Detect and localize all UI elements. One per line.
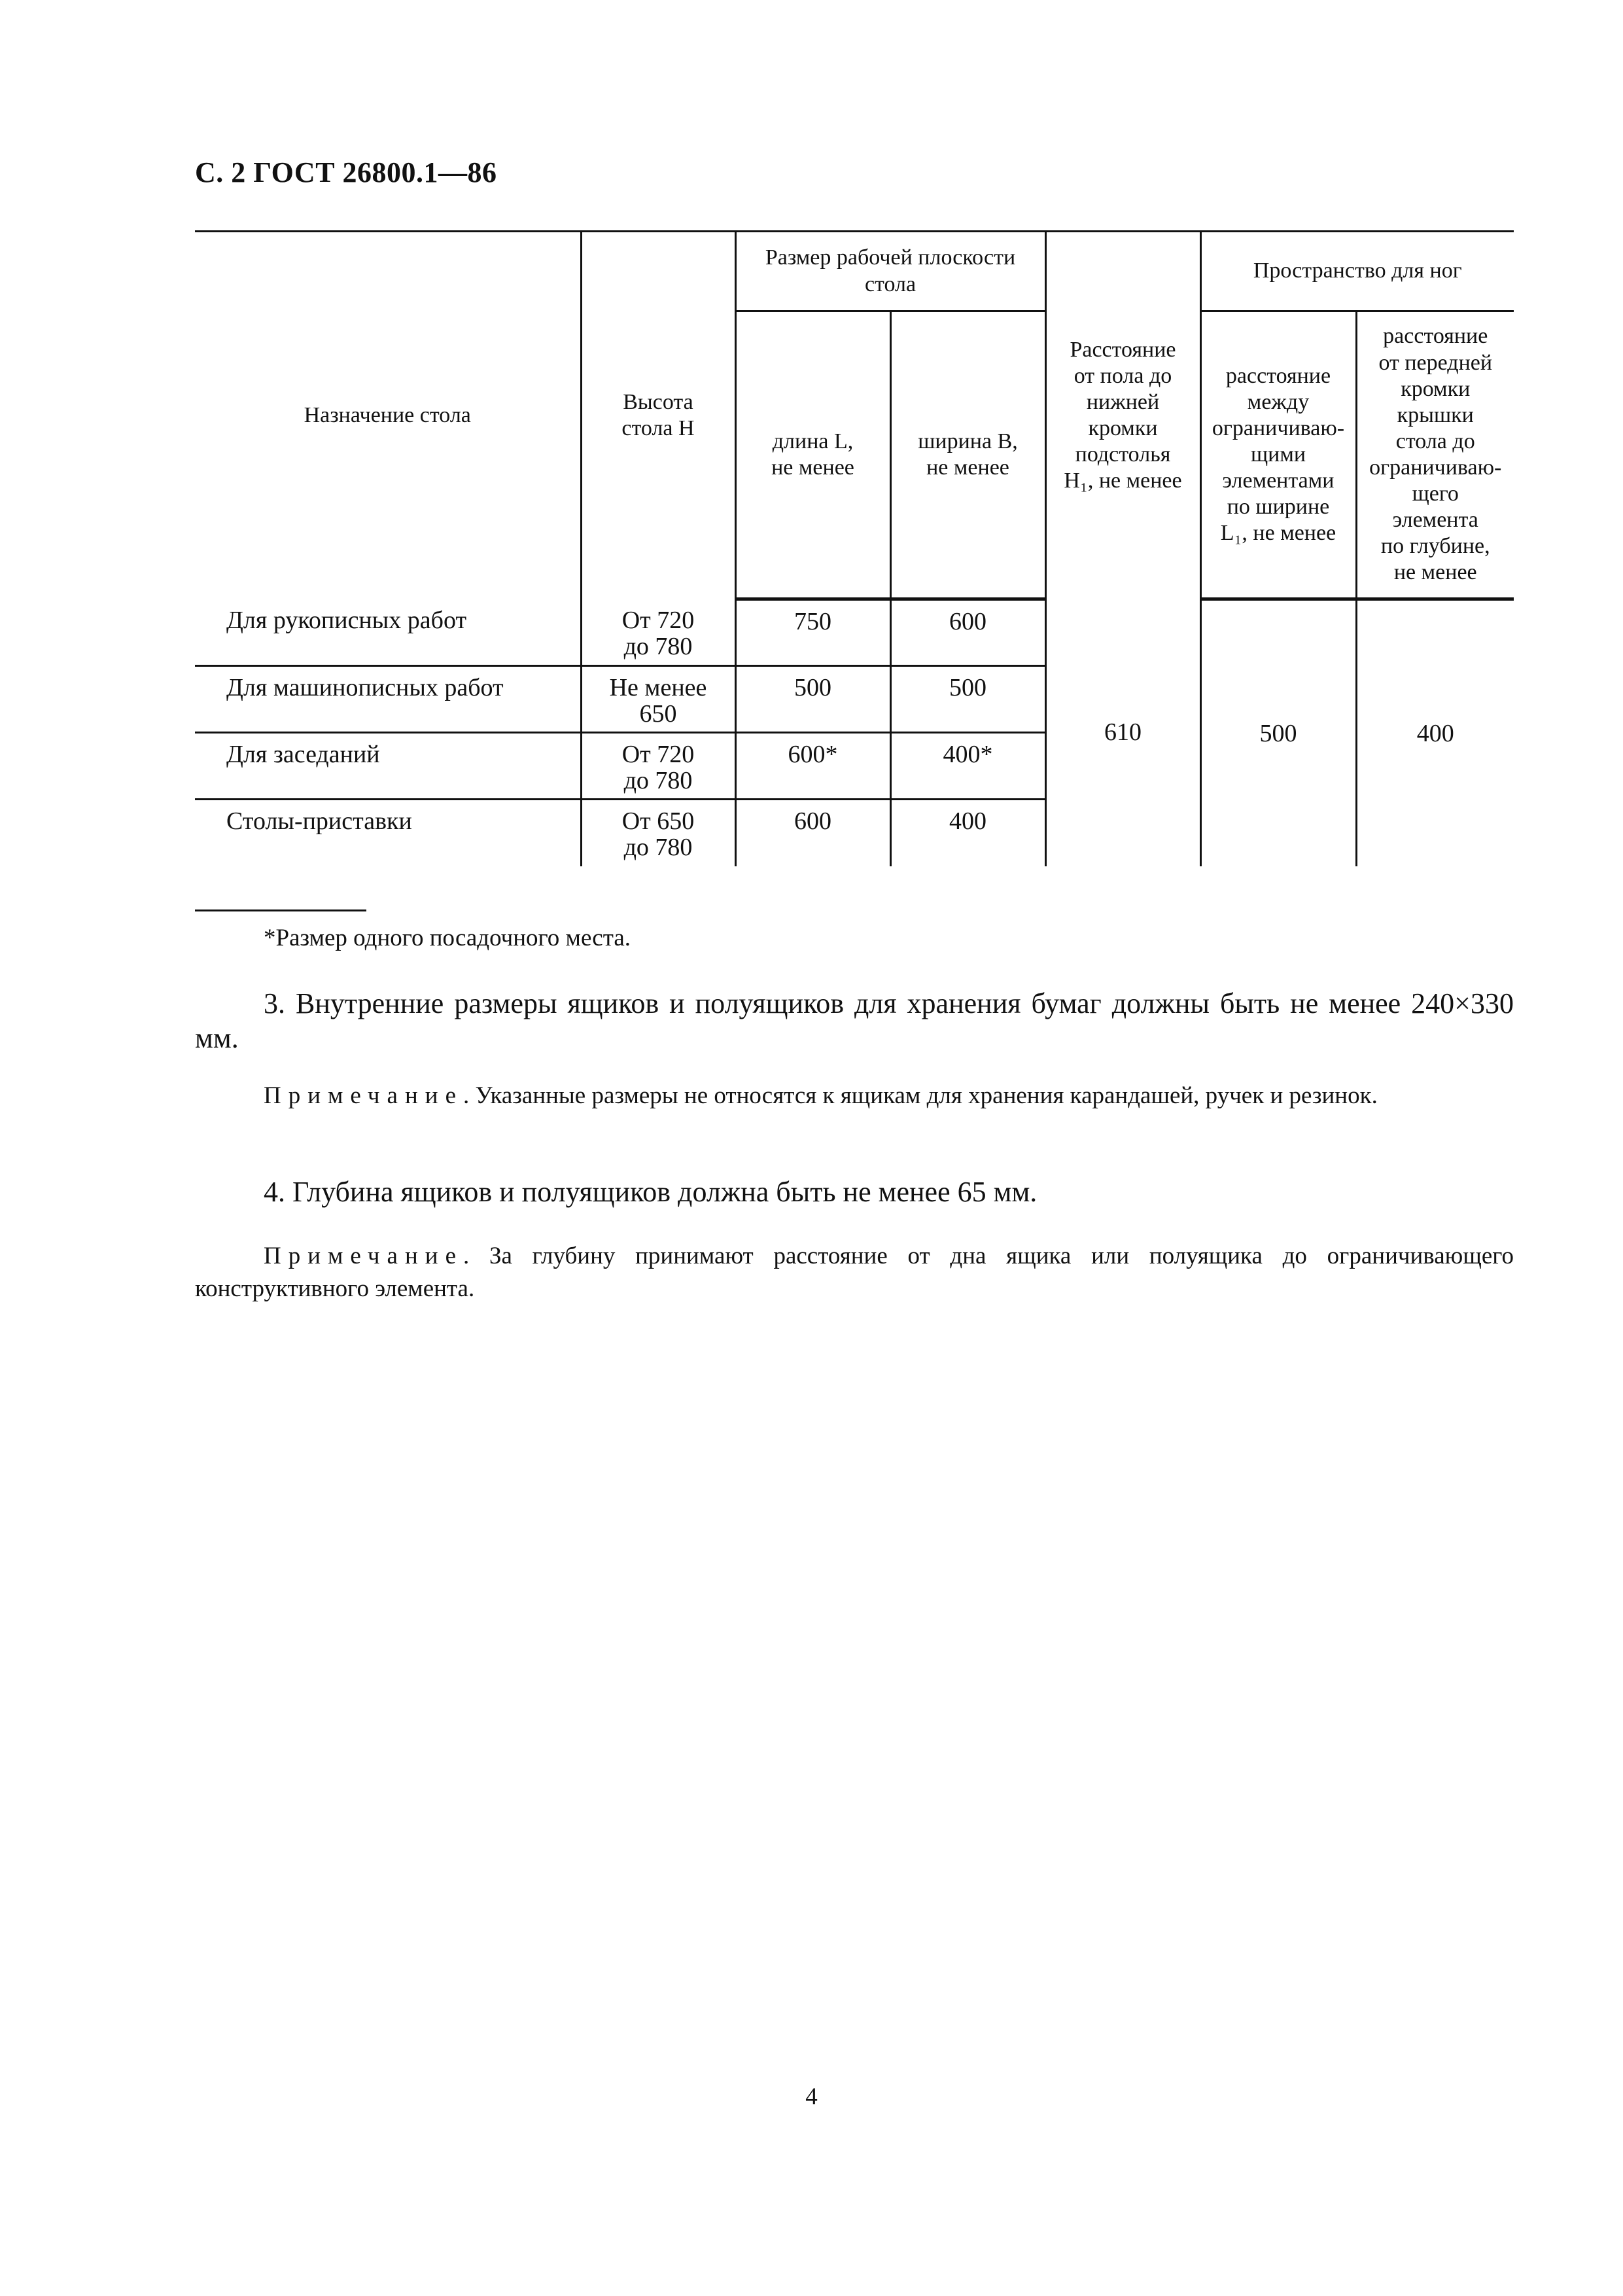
note-4 <box>195 1240 1514 1305</box>
paragraph-4: 4. Глубина ящиков и полуящиков должна быть не менее 65 мм. <box>264 1176 1038 1208</box>
header-leg-width-line-7: L₁, не менее <box>1220 521 1336 546</box>
header-height-line-2: стола H <box>621 416 695 441</box>
header-leg-depth-line-5: стола до <box>1395 429 1475 453</box>
footnote-divider <box>195 910 366 911</box>
row-purpose: Столы-приставки <box>226 807 412 835</box>
header-leg-depth-line-3: кромки <box>1401 376 1471 401</box>
header-distance-line-5: подстолья <box>1075 442 1171 467</box>
header-leg-width-line-3: ограничиваю- <box>1212 415 1345 440</box>
row-height-line-2: до 780 <box>623 834 693 862</box>
header-leg-width-line-1: расстояние <box>1225 363 1331 388</box>
note-3 <box>195 1080 1514 1112</box>
header-leg-depth-line-4: крышки <box>1397 402 1474 427</box>
header-leg-width-line-6: по ширине <box>1227 495 1330 520</box>
header-height <box>581 232 735 599</box>
header-length-line-1: длина L, <box>772 429 854 453</box>
row-width: 400 <box>890 800 1045 866</box>
header-leg-width-line-4: щими <box>1250 442 1306 467</box>
row-height-line-1: От 650 <box>621 807 695 835</box>
requirements-table <box>195 230 1514 866</box>
row-width: 600 <box>890 599 1045 666</box>
row-height-line-2: 650 <box>639 700 677 728</box>
footnote: *Размер одного посадочного места. <box>264 925 631 951</box>
row-purpose: Для рукописных работ <box>195 599 581 666</box>
row-height-line-2: до 780 <box>623 767 693 795</box>
header-distance <box>1045 232 1200 599</box>
merged-leg-width: 500 <box>1200 599 1356 866</box>
row-purpose: Для машинописных работ <box>195 666 581 733</box>
header-leg-depth-line-10: не менее <box>1393 560 1477 585</box>
row-height-line-1: От 720 <box>621 606 695 634</box>
row-height <box>581 800 735 866</box>
row-height-line-2: до 780 <box>623 632 693 660</box>
header-leg-depth-line-7: щего <box>1412 482 1459 506</box>
note-3-text: . Указанные размеры не относятся к ящикам для хранения карандашей, ручек и резинок. <box>463 1082 1378 1109</box>
merged-leg-depth: 400 <box>1356 599 1514 866</box>
header-worksurface-line-2: стола <box>864 272 916 296</box>
row-length: 600 <box>735 800 890 866</box>
header-leg-depth-line-1: расстояние <box>1383 324 1488 349</box>
row-purpose: Для заседаний <box>195 733 581 800</box>
paragraph-3: 3. Внутренние размеры ящиков и полуящиков для хранения бумаг должны быть не менее 240×330 мм. <box>195 987 1514 1054</box>
header-leg-depth <box>1356 311 1514 599</box>
merged-distance: 610 <box>1045 599 1200 866</box>
row-width: 400* <box>890 733 1045 800</box>
header-purpose: Назначение стола <box>195 232 581 599</box>
header-leg-width-line-2: между <box>1247 389 1310 414</box>
header-worksurface-line-1: Размер рабочей плоскости <box>765 245 1016 270</box>
note-4-label: Примечание <box>264 1243 463 1269</box>
header-leg-width-line-5: элементами <box>1222 468 1335 493</box>
row-height <box>581 666 735 733</box>
page-number: 4 <box>805 2083 818 2110</box>
header-leg-depth-line-6: ограничиваю- <box>1369 455 1502 480</box>
row-length: 750 <box>735 599 890 666</box>
header-width-line-2: не менее <box>926 455 1009 480</box>
header-legspace-group: Пространство для ног <box>1200 232 1514 311</box>
header-distance-line-1: Расстояние <box>1070 337 1176 362</box>
row-height <box>581 599 735 666</box>
row-height <box>581 733 735 800</box>
header-width <box>890 311 1045 599</box>
header-length <box>735 311 890 599</box>
note-4-text: . За глубину принимают расстояние от дна ящика или полуящика до ограничивающего конструктивного элемента. <box>195 1243 1514 1302</box>
header-leg-depth-line-2: от передней <box>1378 350 1493 375</box>
header-distance-line-2: от пола до <box>1073 364 1172 389</box>
row-height-line-1: Не менее <box>609 674 707 701</box>
page-header: С. 2 ГОСТ 26800.1—86 <box>195 156 497 188</box>
note-3-label: Примечание <box>264 1082 463 1109</box>
row-height-line-1: От 720 <box>621 741 695 768</box>
row-length: 600* <box>735 733 890 800</box>
header-worksurface-group <box>735 232 1045 311</box>
header-distance-line-6: H₁, не менее <box>1064 468 1182 493</box>
row-width: 500 <box>890 666 1045 733</box>
header-distance-line-3: нижней <box>1086 390 1160 415</box>
header-leg-depth-line-8: элемента <box>1392 508 1478 533</box>
header-length-line-2: не менее <box>771 455 854 480</box>
header-height-line-1: Высота <box>623 390 693 415</box>
header-leg-width <box>1200 311 1356 599</box>
table-row <box>195 599 1514 666</box>
header-width-line-1: ширина B, <box>918 429 1018 453</box>
row-length: 500 <box>735 666 890 733</box>
header-leg-depth-line-9: по глубине, <box>1380 534 1490 559</box>
header-distance-line-4: кромки <box>1088 416 1158 441</box>
